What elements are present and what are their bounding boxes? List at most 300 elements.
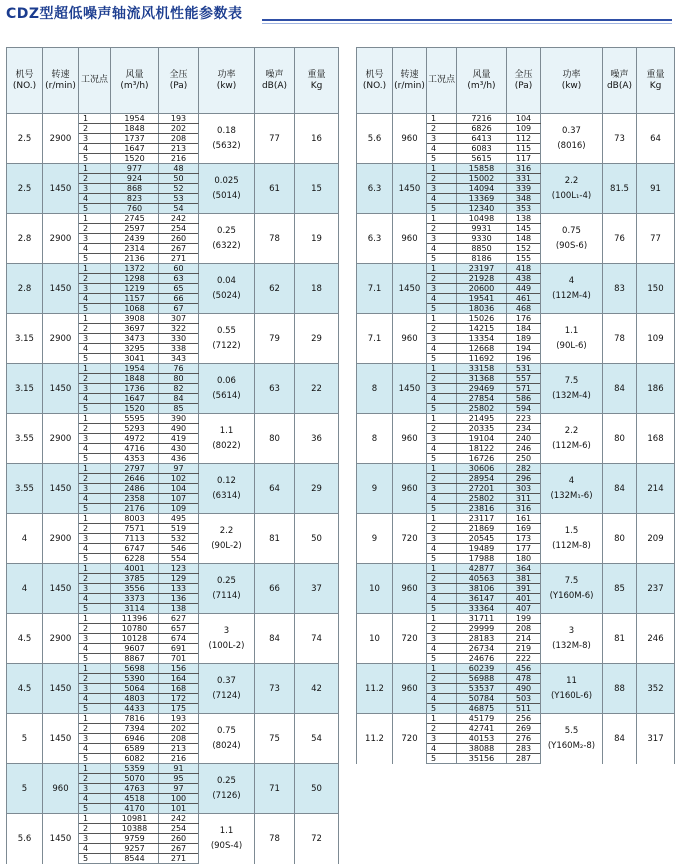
motor-model: (8016) (557, 141, 586, 151)
airflow-cell: 1520 (111, 154, 159, 164)
pressure-cell: 343 (159, 354, 199, 364)
power-value: 11 (566, 676, 577, 686)
pressure-cell: 282 (507, 464, 541, 474)
pressure-cell: 193 (159, 114, 199, 124)
pressure-cell: 177 (507, 544, 541, 554)
table-row (7, 314, 339, 324)
motor-model: (132M-8) (552, 641, 591, 651)
pressure-cell: 133 (159, 584, 199, 594)
pressure-cell: 627 (159, 614, 199, 624)
noise-cell: 80 (603, 514, 637, 564)
table-row (357, 464, 675, 474)
airflow-cell: 3785 (111, 574, 159, 584)
col-header-noise: 噪声 dB(A) (255, 48, 295, 114)
motor-model: (100L₁-4) (551, 191, 592, 201)
pressure-cell: 267 (159, 244, 199, 254)
airflow-cell: 11396 (111, 614, 159, 624)
pressure-cell: 161 (507, 514, 541, 524)
airflow-cell: 28183 (457, 634, 507, 644)
point-cell: 4 (427, 244, 457, 254)
table-row (7, 814, 339, 824)
point-cell: 5 (427, 404, 457, 414)
col-header-speed: 转速 (r/min) (393, 48, 427, 114)
noise-cell: 88 (603, 664, 637, 714)
point-cell: 4 (427, 344, 457, 354)
point-cell: 1 (79, 464, 111, 474)
pressure-cell: 430 (159, 444, 199, 454)
noise-cell: 78 (255, 814, 295, 864)
airflow-cell: 8850 (457, 244, 507, 254)
pressure-cell: 532 (159, 534, 199, 544)
airflow-cell: 3908 (111, 314, 159, 324)
motor-model: (5014) (212, 191, 241, 201)
pressure-cell: 104 (159, 484, 199, 494)
table-row (7, 464, 339, 474)
speed-cell: 1450 (43, 164, 79, 214)
speed-cell: 720 (393, 614, 427, 664)
airflow-cell: 19489 (457, 544, 507, 554)
pressure-cell: 254 (159, 824, 199, 834)
pressure-cell: 586 (507, 394, 541, 404)
power-cell (541, 164, 603, 214)
pressure-cell: 216 (159, 754, 199, 764)
airflow-cell: 40153 (457, 734, 507, 744)
model-cell: 8 (357, 414, 393, 464)
point-cell: 5 (79, 254, 111, 264)
point-cell: 2 (427, 124, 457, 134)
airflow-cell: 2439 (111, 234, 159, 244)
title-bar (0, 0, 678, 30)
point-cell: 2 (427, 374, 457, 384)
airflow-cell: 10780 (111, 624, 159, 634)
table-body (7, 114, 339, 864)
col-header-power: 功率 (kw) (541, 48, 603, 114)
weight-cell: 19 (295, 214, 339, 264)
power-cell (541, 564, 603, 614)
table-row (357, 114, 675, 124)
motor-model: (100L-2) (208, 641, 245, 651)
airflow-cell: 35156 (457, 754, 507, 764)
power-value: 0.37 (217, 676, 236, 686)
point-cell: 1 (427, 264, 457, 274)
motor-model: (8024) (212, 741, 241, 751)
weight-cell: 54 (295, 714, 339, 764)
airflow-cell: 1520 (111, 404, 159, 414)
airflow-cell: 1736 (111, 384, 159, 394)
point-cell: 2 (79, 274, 111, 284)
speed-cell: 960 (393, 664, 427, 714)
power-cell (541, 514, 603, 564)
airflow-cell: 4433 (111, 704, 159, 714)
airflow-cell: 5359 (111, 764, 159, 774)
noise-cell: 80 (255, 414, 295, 464)
table-row (7, 714, 339, 724)
pressure-cell: 175 (159, 704, 199, 714)
airflow-cell: 15858 (457, 164, 507, 174)
pressure-cell: 156 (159, 664, 199, 674)
model-cell: 2.5 (7, 164, 43, 214)
pressure-cell: 213 (159, 144, 199, 154)
point-cell: 2 (427, 624, 457, 634)
power-value: 2.2 (564, 426, 579, 436)
point-cell: 1 (79, 514, 111, 524)
pressure-cell: 53 (159, 194, 199, 204)
power-cell (199, 214, 255, 264)
power-cell (541, 364, 603, 414)
weight-cell: 150 (637, 264, 675, 314)
airflow-cell: 6826 (457, 124, 507, 134)
airflow-cell: 33158 (457, 364, 507, 374)
motor-model: (132M₁-6) (550, 491, 593, 501)
point-cell: 1 (427, 114, 457, 124)
pressure-cell: 193 (159, 714, 199, 724)
point-cell: 1 (79, 664, 111, 674)
model-cell: 5.6 (7, 814, 43, 864)
point-cell: 2 (79, 824, 111, 834)
pressure-cell: 208 (159, 134, 199, 144)
speed-cell: 1450 (393, 164, 427, 214)
model-cell: 8 (357, 364, 393, 414)
pressure-cell: 495 (159, 514, 199, 524)
airflow-cell: 17988 (457, 554, 507, 564)
table-row (7, 764, 339, 774)
noise-cell: 84 (255, 614, 295, 664)
pressure-cell: 50 (159, 174, 199, 184)
pressure-cell: 52 (159, 184, 199, 194)
pressure-cell: 63 (159, 274, 199, 284)
point-cell: 3 (427, 634, 457, 644)
speed-cell: 2900 (43, 114, 79, 164)
airflow-cell: 9759 (111, 834, 159, 844)
title-rule (262, 19, 672, 21)
pressure-cell: 109 (159, 504, 199, 514)
table-row (7, 264, 339, 274)
airflow-cell: 4972 (111, 434, 159, 444)
table-row (357, 214, 675, 224)
point-cell: 2 (79, 574, 111, 584)
pressure-cell: 401 (507, 594, 541, 604)
airflow-cell: 5390 (111, 674, 159, 684)
noise-cell: 73 (255, 664, 295, 714)
point-cell: 1 (79, 364, 111, 374)
model-cell: 4.5 (7, 664, 43, 714)
airflow-cell: 2486 (111, 484, 159, 494)
point-cell: 5 (79, 154, 111, 164)
airflow-cell: 18122 (457, 444, 507, 454)
point-cell: 5 (79, 604, 111, 614)
pressure-cell: 60 (159, 264, 199, 274)
point-cell: 5 (79, 304, 111, 314)
col-header-pressure: 全压 (Pa) (507, 48, 541, 114)
point-cell: 1 (427, 664, 457, 674)
airflow-cell: 16726 (457, 454, 507, 464)
model-cell: 2.8 (7, 214, 43, 264)
airflow-cell: 10388 (111, 824, 159, 834)
airflow-cell: 10498 (457, 214, 507, 224)
performance-table-left (6, 47, 339, 864)
point-cell: 4 (427, 544, 457, 554)
speed-cell: 1450 (393, 364, 427, 414)
noise-cell: 76 (603, 214, 637, 264)
point-cell: 4 (79, 544, 111, 554)
airflow-cell: 42741 (457, 724, 507, 734)
speed-cell: 1450 (43, 664, 79, 714)
airflow-cell: 27201 (457, 484, 507, 494)
col-header-point: 工况点 (427, 48, 457, 114)
airflow-cell: 21495 (457, 414, 507, 424)
pressure-cell: 260 (159, 234, 199, 244)
point-cell: 5 (427, 204, 457, 214)
col-header-pressure: 全压 (Pa) (159, 48, 199, 114)
speed-cell: 720 (393, 714, 427, 764)
airflow-cell: 18036 (457, 304, 507, 314)
airflow-cell: 7571 (111, 524, 159, 534)
airflow-cell: 2797 (111, 464, 159, 474)
airflow-cell: 29469 (457, 384, 507, 394)
airflow-cell: 4001 (111, 564, 159, 574)
point-cell: 3 (79, 234, 111, 244)
table-row (7, 664, 339, 674)
motor-model: (5614) (212, 391, 241, 401)
point-cell: 3 (427, 734, 457, 744)
speed-cell: 2900 (43, 514, 79, 564)
airflow-cell: 14094 (457, 184, 507, 194)
pressure-cell: 338 (159, 344, 199, 354)
model-cell: 2.5 (7, 114, 43, 164)
noise-cell: 66 (255, 564, 295, 614)
point-cell: 3 (427, 684, 457, 694)
airflow-cell: 53537 (457, 684, 507, 694)
pressure-cell: 391 (507, 584, 541, 594)
model-cell: 3.15 (7, 364, 43, 414)
pressure-cell: 222 (507, 654, 541, 664)
pressure-cell: 169 (507, 524, 541, 534)
power-cell (199, 164, 255, 214)
motor-model: (112M-4) (552, 291, 591, 301)
airflow-cell: 6083 (457, 144, 507, 154)
airflow-cell: 1848 (111, 124, 159, 134)
airflow-cell: 21869 (457, 524, 507, 534)
airflow-cell: 4518 (111, 794, 159, 804)
table-row (357, 714, 675, 724)
point-cell: 5 (427, 704, 457, 714)
power-cell (199, 814, 255, 864)
model-cell: 7.1 (357, 314, 393, 364)
airflow-cell: 2597 (111, 224, 159, 234)
model-cell: 3.55 (7, 464, 43, 514)
pressure-cell: 199 (507, 614, 541, 624)
point-cell: 1 (427, 614, 457, 624)
pressure-cell: 461 (507, 294, 541, 304)
point-cell: 4 (427, 294, 457, 304)
airflow-cell: 46875 (457, 704, 507, 714)
performance-table-right (356, 47, 675, 764)
point-cell: 4 (427, 694, 457, 704)
power-value: 1.1 (219, 426, 234, 436)
table-header-row (7, 48, 339, 114)
airflow-cell: 3473 (111, 334, 159, 344)
pressure-cell: 208 (159, 734, 199, 744)
airflow-cell: 2314 (111, 244, 159, 254)
point-cell: 2 (79, 774, 111, 784)
power-value: 4 (568, 276, 575, 286)
airflow-cell: 8544 (111, 854, 159, 864)
point-cell: 4 (79, 244, 111, 254)
point-cell: 4 (79, 744, 111, 754)
pressure-cell: 390 (159, 414, 199, 424)
noise-cell: 81 (603, 614, 637, 664)
weight-cell: 168 (637, 414, 675, 464)
pressure-cell: 307 (159, 314, 199, 324)
airflow-cell: 27854 (457, 394, 507, 404)
noise-cell: 63 (255, 364, 295, 414)
pressure-cell: 546 (159, 544, 199, 554)
point-cell: 3 (79, 534, 111, 544)
point-cell: 5 (427, 254, 457, 264)
point-cell: 4 (79, 694, 111, 704)
pressure-cell: 571 (507, 384, 541, 394)
power-cell (199, 314, 255, 364)
point-cell: 1 (79, 714, 111, 724)
weight-cell: 352 (637, 664, 675, 714)
point-cell: 1 (79, 564, 111, 574)
pressure-cell: 189 (507, 334, 541, 344)
pressure-cell: 503 (507, 694, 541, 704)
point-cell: 3 (427, 134, 457, 144)
pressure-cell: 168 (159, 684, 199, 694)
weight-cell: 15 (295, 164, 339, 214)
pressure-cell: 97 (159, 464, 199, 474)
col-header-weight: 重量 Kg (295, 48, 339, 114)
airflow-cell: 2176 (111, 504, 159, 514)
airflow-cell: 20545 (457, 534, 507, 544)
table-header-row (357, 48, 675, 114)
point-cell: 2 (427, 174, 457, 184)
weight-cell: 22 (295, 364, 339, 414)
airflow-cell: 9330 (457, 234, 507, 244)
power-value: 0.55 (217, 326, 236, 336)
pressure-cell: 101 (159, 804, 199, 814)
pressure-cell: 100 (159, 794, 199, 804)
pressure-cell: 287 (507, 754, 541, 764)
point-cell: 2 (427, 724, 457, 734)
pressure-cell: 115 (507, 144, 541, 154)
model-cell: 10 (357, 614, 393, 664)
pressure-cell: 303 (507, 484, 541, 494)
speed-cell: 2900 (43, 414, 79, 464)
pressure-cell: 296 (507, 474, 541, 484)
airflow-cell: 38088 (457, 744, 507, 754)
col-header-point: 工况点 (79, 48, 111, 114)
motor-model: (8022) (212, 441, 241, 451)
motor-model: (7114) (212, 591, 241, 601)
power-cell (199, 364, 255, 414)
model-cell: 7.1 (357, 264, 393, 314)
pressure-cell: 250 (507, 454, 541, 464)
pressure-cell: 109 (507, 124, 541, 134)
point-cell: 5 (427, 554, 457, 564)
point-cell: 2 (79, 624, 111, 634)
power-cell (541, 414, 603, 464)
pressure-cell: 246 (507, 444, 541, 454)
power-value: 0.25 (217, 576, 236, 586)
point-cell: 1 (79, 614, 111, 624)
power-cell (199, 114, 255, 164)
power-cell (199, 764, 255, 814)
point-cell: 1 (427, 714, 457, 724)
airflow-cell: 4763 (111, 784, 159, 794)
power-cell (199, 664, 255, 714)
model-cell: 4 (7, 514, 43, 564)
point-cell: 3 (79, 834, 111, 844)
point-cell: 5 (427, 504, 457, 514)
noise-cell: 81 (255, 514, 295, 564)
airflow-cell: 50784 (457, 694, 507, 704)
power-value: 7.5 (564, 376, 579, 386)
motor-model: (112M-6) (552, 441, 591, 451)
speed-cell: 960 (393, 464, 427, 514)
point-cell: 1 (79, 414, 111, 424)
speed-cell: 960 (393, 114, 427, 164)
motor-model: (6322) (212, 241, 241, 251)
noise-cell: 85 (603, 564, 637, 614)
power-cell (541, 114, 603, 164)
point-cell: 4 (79, 194, 111, 204)
airflow-cell: 12340 (457, 204, 507, 214)
table-row (7, 564, 339, 574)
point-cell: 1 (79, 764, 111, 774)
speed-cell: 1450 (43, 464, 79, 514)
airflow-cell: 3556 (111, 584, 159, 594)
airflow-cell: 5698 (111, 664, 159, 674)
point-cell: 2 (79, 724, 111, 734)
pressure-cell: 242 (159, 814, 199, 824)
pressure-cell: 152 (507, 244, 541, 254)
airflow-cell: 3114 (111, 604, 159, 614)
pressure-cell: 276 (507, 734, 541, 744)
point-cell: 4 (79, 344, 111, 354)
pressure-cell: 164 (159, 674, 199, 684)
power-value: 3 (568, 626, 575, 636)
pressure-cell: 138 (159, 604, 199, 614)
pressure-cell: 531 (507, 364, 541, 374)
table-row (357, 164, 675, 174)
weight-cell: 37 (295, 564, 339, 614)
airflow-cell: 1848 (111, 374, 159, 384)
model-cell: 5 (7, 764, 43, 814)
pressure-cell: 674 (159, 634, 199, 644)
airflow-cell: 25802 (457, 494, 507, 504)
point-cell: 5 (79, 454, 111, 464)
point-cell: 2 (79, 374, 111, 384)
speed-cell: 960 (393, 414, 427, 464)
point-cell: 3 (427, 384, 457, 394)
pressure-cell: 117 (507, 154, 541, 164)
point-cell: 3 (427, 184, 457, 194)
speed-cell: 1450 (43, 364, 79, 414)
point-cell: 1 (427, 464, 457, 474)
airflow-cell: 1372 (111, 264, 159, 274)
pressure-cell: 95 (159, 774, 199, 784)
speed-cell: 2900 (43, 614, 79, 664)
noise-cell: 78 (255, 214, 295, 264)
point-cell: 5 (427, 154, 457, 164)
noise-cell: 71 (255, 764, 295, 814)
airflow-cell: 1954 (111, 364, 159, 374)
airflow-cell: 6946 (111, 734, 159, 744)
table-row (7, 514, 339, 524)
noise-cell: 80 (603, 414, 637, 464)
